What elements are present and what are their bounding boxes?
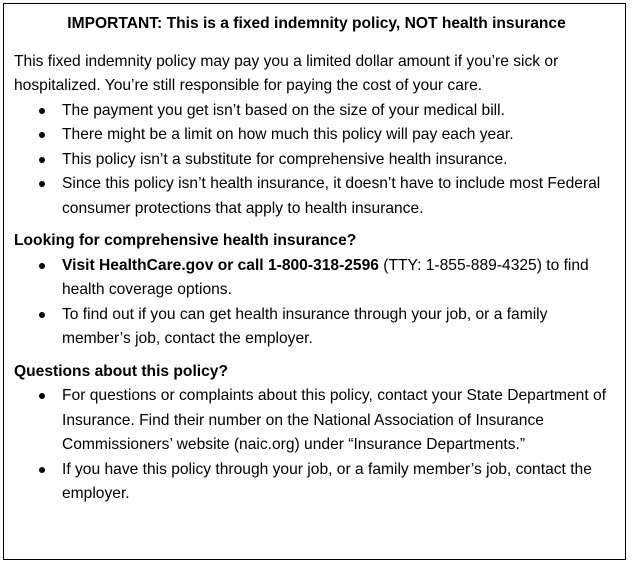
comprehensive-bullet-list	[14, 254, 619, 352]
list-item: There might be a limit on how much this policy will pay each year.	[14, 123, 619, 148]
list-item	[14, 254, 619, 303]
tty-text: (TTY: 1-855-889-4325) to find health coverage options.	[62, 256, 589, 298]
questions-bullet-list	[14, 384, 619, 507]
indemnity-notice-box	[3, 3, 626, 560]
list-item: For questions or complaints about this policy, contact your State Department of Insurance. Find their number on the National Association of Insurance Commissioners’ website (naic.org) under “Insurance Departments.”	[14, 384, 619, 458]
notice-title: IMPORTANT: This is a fixed indemnity policy, NOT health insurance	[67, 15, 566, 32]
list-item: Since this policy isn’t health insurance, it doesn’t have to include most Federal consumer protections that apply to health insurance.	[14, 172, 619, 221]
intro-bullet-list	[14, 99, 619, 222]
list-item: If you have this policy through your job, or a family member’s job, contact the employer.	[14, 458, 619, 507]
healthcare-gov-callout: Visit HealthCare.gov or call 1-800-318-2596	[62, 256, 379, 274]
list-item: This policy isn’t a substitute for comprehensive health insurance.	[14, 148, 619, 173]
questions-heading: Questions about this policy?	[14, 362, 228, 380]
comprehensive-heading: Looking for comprehensive health insurance?	[14, 232, 357, 249]
list-item: To find out if you can get health insurance through your job, or a family member’s job, contact the employer.	[14, 303, 619, 352]
intro-paragraph: This fixed indemnity policy may pay you a limited dollar amount if you’re sick or hospitalized. You’re still responsible for paying the cost of your care.	[14, 52, 559, 94]
list-item: The payment you get isn’t based on the size of your medical bill.	[14, 99, 619, 124]
